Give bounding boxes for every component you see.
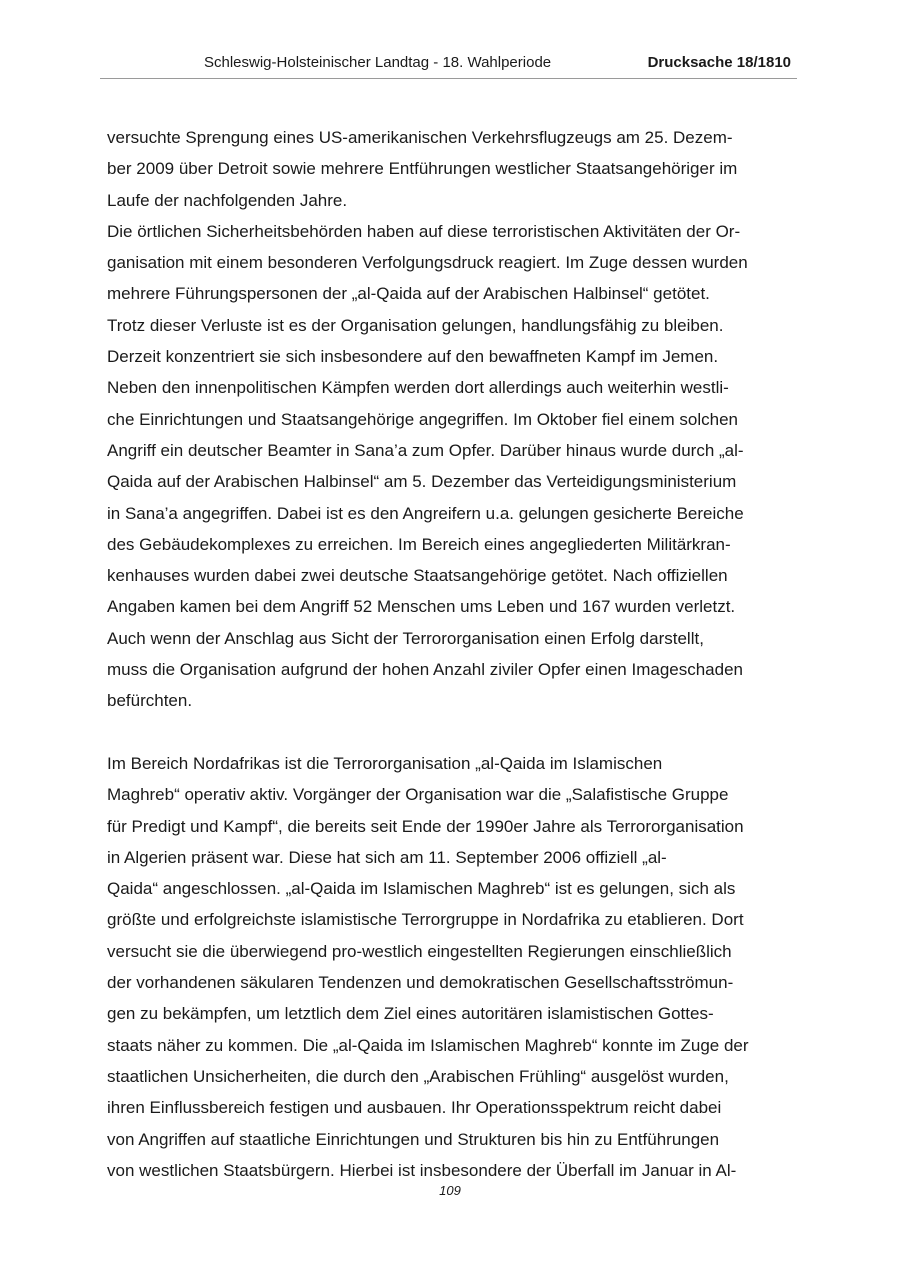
text-line: Angaben kamen bei dem Angriff 52 Menschen ums Leben und 167 wurden verletzt. [107, 597, 736, 617]
text-line: Qaida auf der Arabischen Halbinsel“ am 5. Dezember das Verteidigungsministerium [107, 472, 737, 492]
page-number: 109 [439, 1183, 461, 1198]
text-line: Im Bereich Nordafrikas ist die Terrororganisation „al-Qaida im Islamischen [107, 753, 663, 773]
text-line: für Predigt und Kampf“, die bereits seit Ende der 1990er Jahre als Terrororganisation [107, 816, 744, 836]
text-line: Trotz dieser Verluste ist es der Organisation gelungen, handlungsfähig zu bleiben. [107, 315, 724, 335]
document-body [107, 122, 797, 1186]
text-line: staatlichen Unsicherheiten, die durch den „Arabischen Frühling“ ausgelöst wurden, [107, 1066, 729, 1086]
text-line: von westlichen Staatsbürgern. Hierbei ist insbesondere der Überfall im Januar in Al- [107, 1160, 737, 1180]
text-line: größte und erfolgreichste islamistische Terrorgruppe in Nordafrika zu etablieren. Dort [107, 910, 744, 930]
text-line: Angriff ein deutscher Beamter in Sana’a zum Opfer. Darüber hinaus wurde durch „al- [107, 440, 744, 460]
paragraph [107, 122, 797, 216]
header-title: Schleswig-Holsteinischer Landtag - 18. Wahlperiode [204, 54, 552, 71]
text-line: von Angriffen auf staatliche Einrichtungen und Strukturen bis hin zu Entführungen [107, 1129, 720, 1149]
text-line: Laufe der nachfolgenden Jahre. [107, 190, 348, 210]
text-line: ihren Einflussbereich festigen und ausbauen. Ihr Operationsspektrum reicht dabei [107, 1098, 722, 1118]
paragraph-gap [107, 717, 797, 748]
text-line: gen zu bekämpfen, um letztlich dem Ziel eines autoritären islamistischen Gottes- [107, 1004, 714, 1024]
text-line: Derzeit konzentriert sie sich insbesondere auf den bewaffneten Kampf im Jemen. [107, 347, 719, 367]
text-line: mehrere Führungspersonen der „al-Qaida auf der Arabischen Halbinsel“ getötet. [107, 284, 710, 304]
text-line: kenhauses wurden dabei zwei deutsche Staatsangehörige getötet. Nach offiziellen [107, 566, 728, 586]
text-line: Qaida“ angeschlossen. „al-Qaida im Islamischen Maghreb“ ist es gelungen, sich als [107, 879, 736, 899]
text-line: Neben den innenpolitischen Kämpfen werden dort allerdings auch weiterhin westli- [107, 378, 729, 398]
document-number: Drucksache 18/1810 [647, 54, 791, 71]
text-line: befürchten. [107, 691, 193, 711]
text-line: versucht sie die überwiegend pro-westlich eingestellten Regierungen einschließlich [107, 941, 732, 961]
text-line: Die örtlichen Sicherheitsbehörden haben auf diese terroristischen Aktivitäten der Or- [107, 221, 741, 241]
text-line: staats näher zu kommen. Die „al-Qaida im Islamischen Maghreb“ konnte im Zuge der [107, 1035, 749, 1055]
text-line: Maghreb“ operativ aktiv. Vorgänger der Organisation war die „Salafistische Gruppe [107, 785, 729, 805]
paragraph [107, 748, 797, 1186]
text-line: in Algerien präsent war. Diese hat sich am 11. September 2006 offiziell „al- [107, 847, 667, 867]
paragraph [107, 216, 797, 717]
page-header [100, 50, 797, 79]
text-line: des Gebäudekomplexes zu erreichen. Im Bereich eines angegliederten Militärkran- [107, 534, 731, 554]
text-line: in Sana’a angegriffen. Dabei ist es den Angreifern u.a. gelungen gesicherte Bereiche [107, 503, 744, 523]
text-line: der vorhandenen säkularen Tendenzen und demokratischen Gesellschaftsströmun- [107, 973, 734, 993]
text-line: versuchte Sprengung eines US-amerikanischen Verkehrsflugzeugs am 25. Dezem- [107, 128, 733, 147]
text-line: che Einrichtungen und Staatsangehörige angegriffen. Im Oktober fiel einem solchen [107, 409, 738, 429]
text-line: muss die Organisation aufgrund der hohen Anzahl ziviler Opfer einen Imageschaden [107, 660, 743, 680]
text-line: ganisation mit einem besonderen Verfolgungsdruck reagiert. Im Zuge dessen wurden [107, 253, 748, 273]
text-line: Auch wenn der Anschlag aus Sicht der Terrororganisation einen Erfolg darstellt, [107, 628, 704, 648]
text-line: ber 2009 über Detroit sowie mehrere Entführungen westlicher Staatsangehöriger im [107, 159, 738, 179]
